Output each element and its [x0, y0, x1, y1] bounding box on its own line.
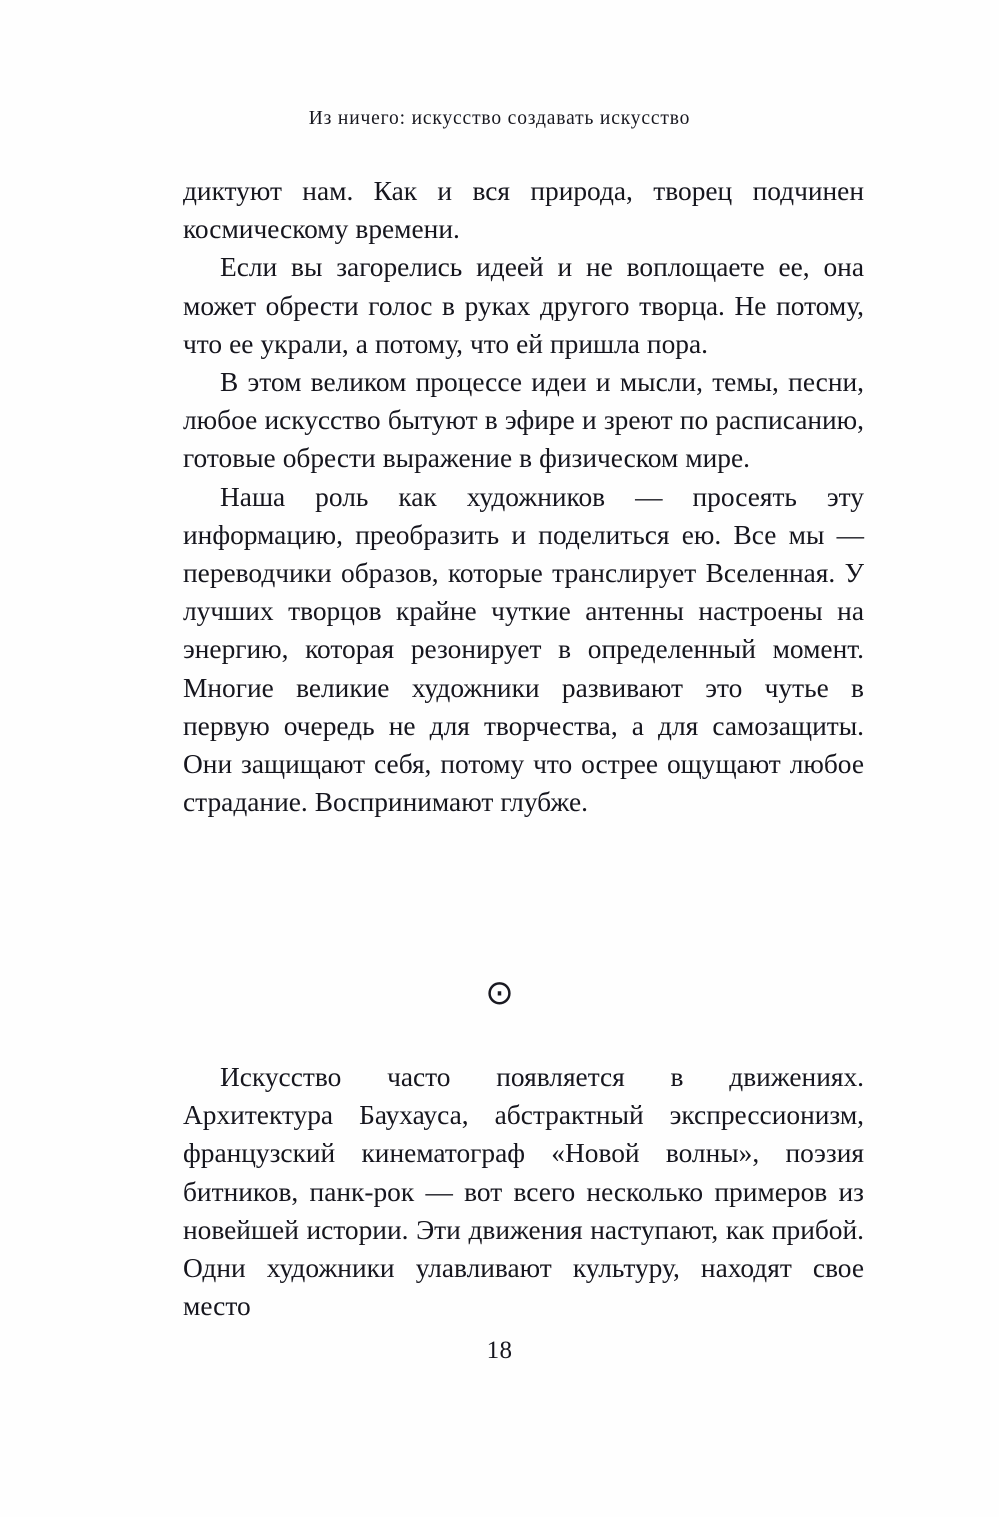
circled-dot-icon: ⊙	[485, 973, 514, 1013]
paragraph-3: В этом великом процессе идеи и мысли, темы, песни, любое искусство бытуют в эфире и зреют по расписанию, готовые обрести выражение в физическом мире.	[183, 367, 864, 474]
page-number: 18	[486, 1337, 513, 1364]
section-divider	[0, 973, 999, 1013]
paragraph-4: Наша роль как художников — просеять эту информацию, преобразить и поделиться ею. Все мы — переводчики образов, которые транслирует Вселенная. У лучших творцов крайне чуткие антенны настроены на энергию, которая резонирует в определенный момент. Многие великие художники развивают это чутье в первую очередь не для творчества, а для самозащиты. Они защищают себя, потому что острее ощущают любое страдание. Воспринимают глубже.	[183, 481, 864, 818]
body-text-column-top	[183, 172, 864, 821]
body-text-column-bottom	[183, 1058, 864, 1325]
paragraph-2: Если вы загорелись идеей и не воплощаете ее, она может обрести голос в руках другого творца. Не потому, что ее украли, а потому, что ей пришла пора.	[183, 252, 864, 359]
paragraph-1: диктуют нам. Как и вся природа, творец подчинен космическому времени.	[183, 176, 864, 245]
paragraph-5: Искусство часто появляется в движениях. Архитектура Баухауса, абстрактный экспрессионизм, французский кинематограф «Новой волны», поэзия битников, панк-рок — вот всего несколько примеров из новейшей истории. Эти движения наступают, как прибой. Одни художники улавливают культуру, находят свое место	[183, 1062, 864, 1322]
running-header-title: Из ничего: искусство создавать искусство	[308, 108, 691, 129]
